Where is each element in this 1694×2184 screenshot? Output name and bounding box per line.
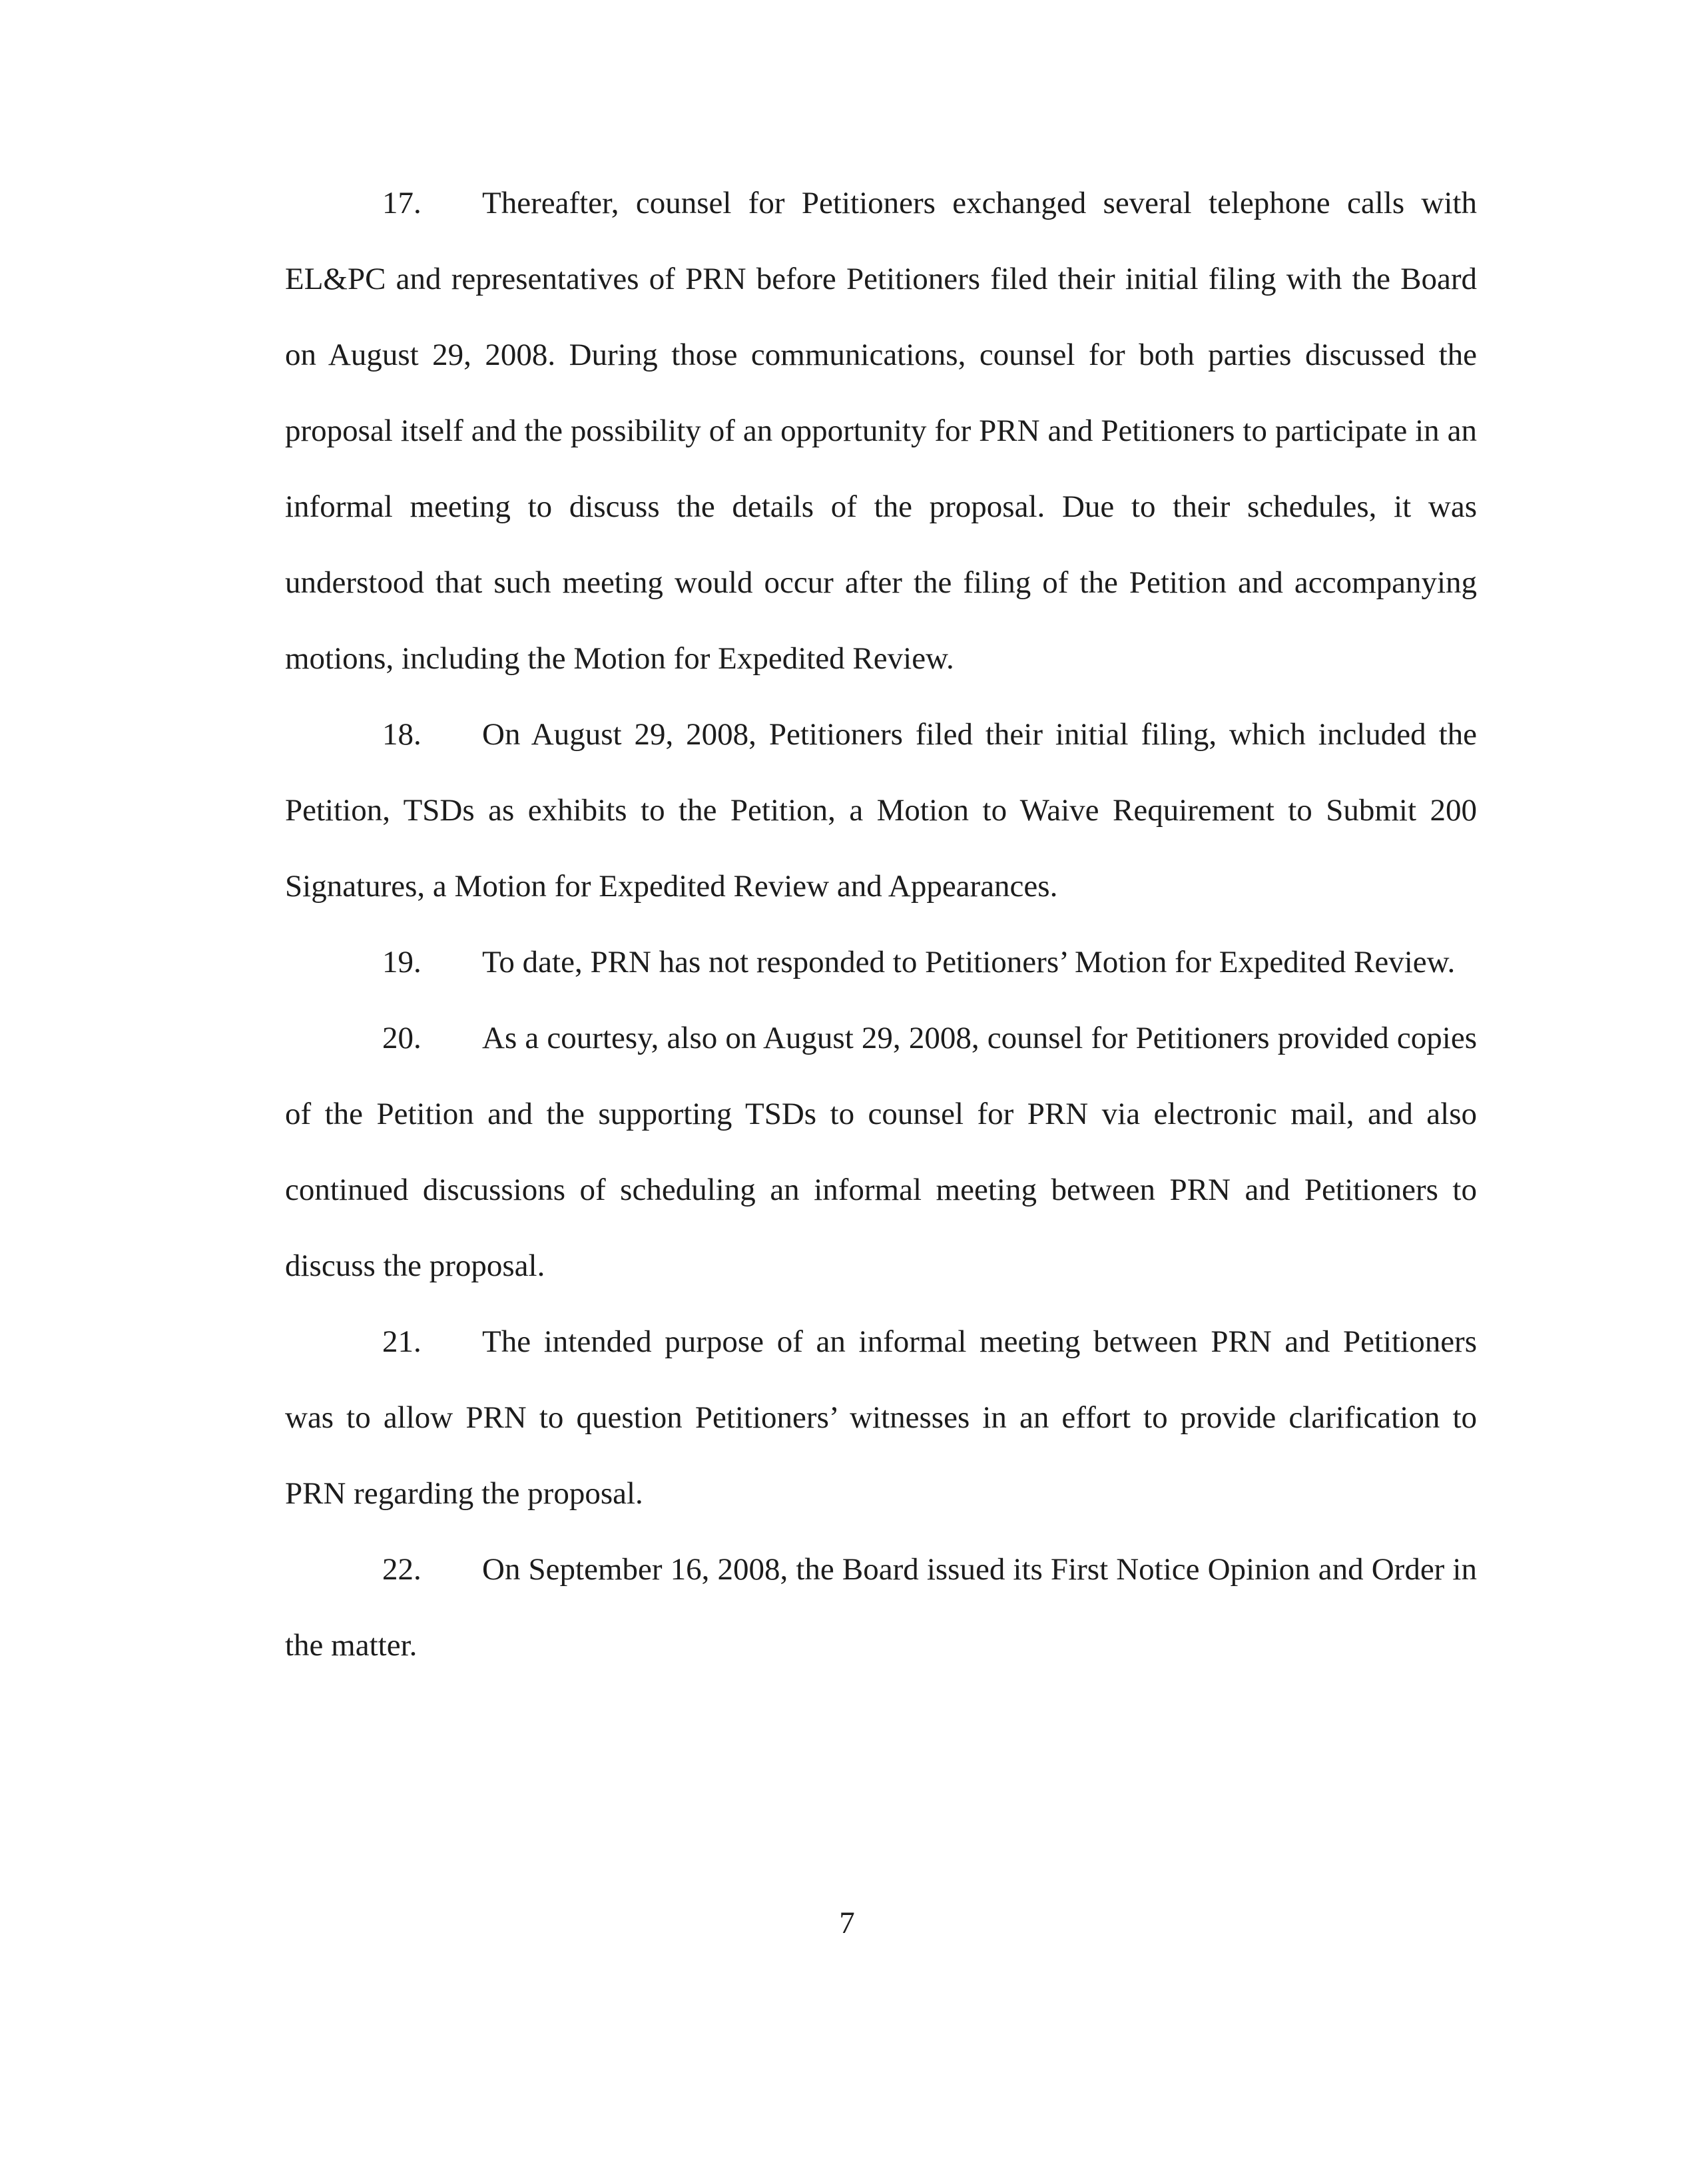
paragraph-17	[285, 165, 1477, 696]
paragraph-text: On September 16, 2008, the Board issued its First Notice Opinion and Order in the matter.	[285, 1552, 1477, 1663]
paragraph-text: As a courtesy, also on August 29, 2008, counsel for Petitioners provided copies of the Petition and the supporting TSDs to counsel for PRN via electronic mail, and also continued discussions of scheduling an informal meeting between PRN and Petitioners to discuss the proposal.	[285, 1021, 1477, 1283]
paragraph-text: The intended purpose of an informal meeting between PRN and Petitioners was to allow PRN to question Petitioners’ witnesses in an effort to provide clarification to PRN regarding the proposal.	[285, 1324, 1477, 1511]
page-number: 7	[839, 1906, 855, 1940]
paragraph-19	[285, 924, 1477, 1000]
paragraph-number: 20.	[382, 1021, 422, 1055]
paragraph-text: To date, PRN has not responded to Petitioners’ Motion for Expedited Review.	[482, 945, 1456, 979]
paragraph-number: 19.	[382, 945, 422, 979]
paragraph-number: 17.	[382, 186, 422, 220]
paragraph-18	[285, 696, 1477, 924]
document-body	[285, 165, 1477, 1683]
paragraph-number: 22.	[382, 1552, 422, 1587]
paragraph-22	[285, 1531, 1477, 1683]
paragraph-number: 18.	[382, 717, 422, 752]
paragraph-text: Thereafter, counsel for Petitioners exchanged several telephone calls with EL&PC and representatives of PRN before Petitioners filed their initial filing with the Board on August 29, 2008. During those communications, counsel for both parties discussed the proposal itself and the possibility of an opportunity for PRN and Petitioners to participate in an informal meeting to discuss the details of the proposal. Due to their schedules, it was understood that such meeting would occur after the filing of the Petition and accompanying motions, including the Motion for Expedited Review.	[285, 186, 1477, 676]
paragraph-20	[285, 1000, 1477, 1304]
paragraph-text: On August 29, 2008, Petitioners filed their initial filing, which included the Petition, TSDs as exhibits to the Petition, a Motion to Waive Requirement to Submit 200 Signatures, a Motion for Expedited Review and Appearances.	[285, 717, 1477, 904]
paragraph-21	[285, 1304, 1477, 1531]
paragraph-number: 21.	[382, 1324, 422, 1359]
